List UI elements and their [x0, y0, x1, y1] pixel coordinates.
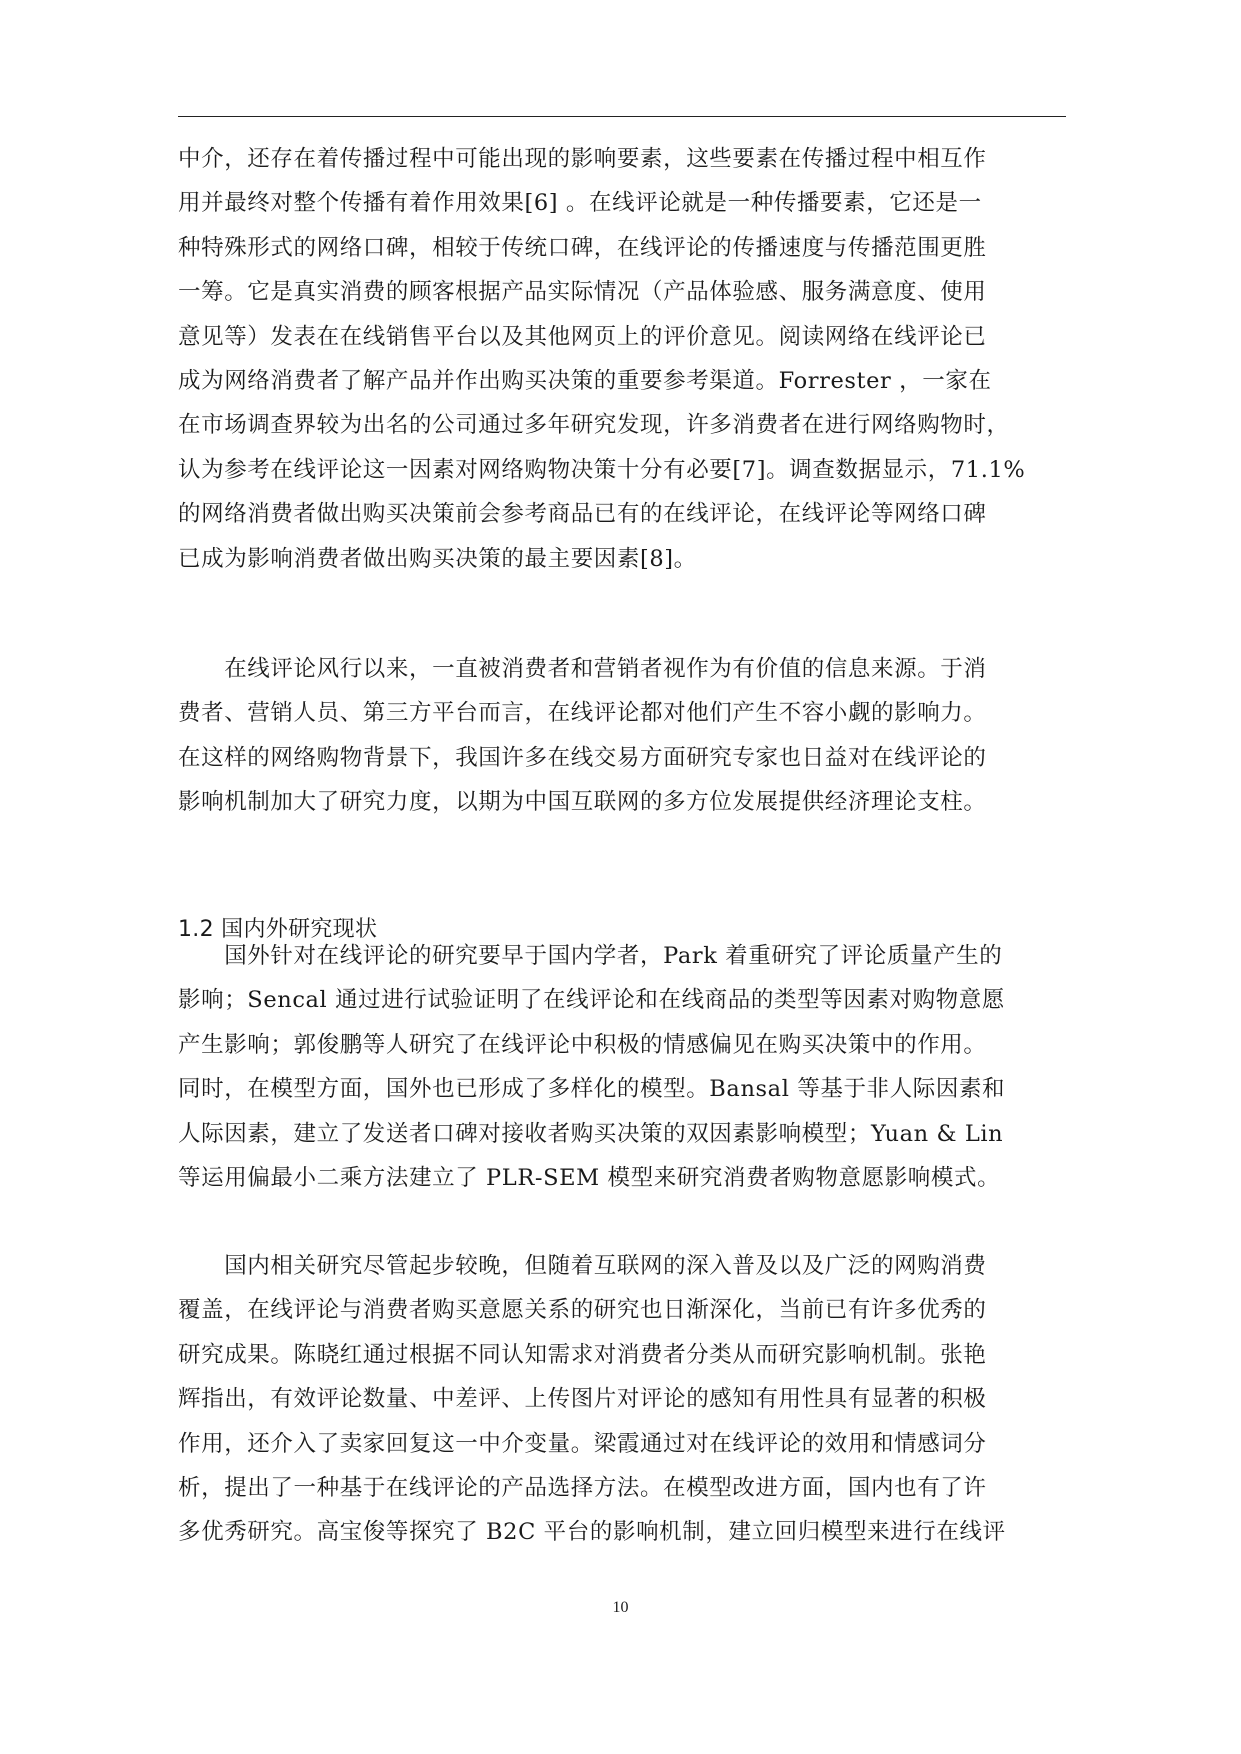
- text-line: 析，提出了一种基于在线评论的产品选择方法。在模型改进方面，国内也有了许: [178, 1475, 987, 1502]
- text-line: 国外针对在线评论的研究要早于国内学者，Park 着重研究了评论质量产生的: [178, 943, 1003, 969]
- text-line: 等运用偏最小二乘方法建立了 PLR-SEM 模型来研究消费者购物意愿影响模式。: [178, 1165, 1001, 1192]
- text-line: 多优秀研究。高宝俊等探究了 B2C 平台的影响机制，建立回归模型来进行在线评: [178, 1519, 1006, 1546]
- text-line: 的网络消费者做出购买决策前会参考商品已有的在线评论，在线评论等网络口碑: [178, 501, 987, 528]
- text-line: 中介，还存在着传播过程中可能出现的影响要素，这些要素在传播过程中相互作: [178, 146, 987, 172]
- text-line: 在这样的网络购物背景下，我国许多在线交易方面研究专家也日益对在线评论的: [178, 744, 987, 771]
- text-line: 在线评论风行以来，一直被消费者和营销者视作为有价值的信息来源。于消: [178, 656, 987, 682]
- header-rule: [178, 116, 1066, 117]
- text-line: 影响；Sencal 通过进行试验证明了在线评论和在线商品的类型等因素对购物意愿: [178, 987, 1005, 1014]
- text-line: 用并最终对整个传播有着作用效果[6] 。在线评论就是一种传播要素，它还是一: [178, 190, 982, 217]
- text-line: 覆盖，在线评论与消费者购买意愿关系的研究也日渐深化，当前已有许多优秀的: [178, 1297, 987, 1324]
- text-line: 在市场调查界较为出名的公司通过多年研究发现，许多消费者在进行网络购物时，: [178, 412, 1010, 439]
- text-line: 成为网络消费者了解产品并作出购买决策的重要参考渠道。Forrester ，一家在: [178, 368, 992, 395]
- text-line: 产生影响；郭俊鹏等人研究了在线评论中积极的情感偏见在购买决策中的作用。: [178, 1031, 987, 1058]
- text-line: 国内相关研究尽管起步较晚，但随着互联网的深入普及以及广泛的网购消费: [178, 1253, 987, 1279]
- text-line: 作用，还介入了卖家回复这一中介变量。梁霞通过对在线评论的效用和情感词分: [178, 1430, 987, 1457]
- text-line: 辉指出，有效评论数量、中差评、上传图片对评论的感知有用性具有显著的积极: [178, 1386, 987, 1413]
- text-line: 影响机制加大了研究力度，以期为中国互联网的多方位发展提供经济理论支柱。: [178, 789, 987, 816]
- text-line: 认为参考在线评论这一因素对网络购物决策十分有必要[7]。调查数据显示，71.1%: [178, 456, 1026, 483]
- text-line: 人际因素，建立了发送者口碑对接收者购买决策的双因素影响模型；Yuan & Lin: [178, 1120, 1004, 1147]
- text-line: 同时，在模型方面，国外也已形成了多样化的模型。Bansal 等基于非人际因素和: [178, 1076, 1006, 1103]
- body-paragraph-3: [178, 934, 1066, 1200]
- text-line: 费者、营销人员、第三方平台而言，在线评论都对他们产生不容小觑的影响力。: [178, 700, 987, 727]
- body-paragraph-2: [178, 647, 1066, 825]
- text-line: 已成为影响消费者做出购买决策的最主要因素[8]。: [178, 545, 697, 572]
- body-paragraph-1: [178, 137, 1066, 581]
- text-line: 意见等）发表在在线销售平台以及其他网页上的评价意见。阅读网络在线评论已: [178, 323, 987, 350]
- section-heading: 1.2 国内外研究现状: [178, 917, 378, 942]
- text-line: 研究成果。陈晓红通过根据不同认知需求对消费者分类从而研究影响机制。张艳: [178, 1341, 987, 1368]
- page-number: 10: [612, 1599, 629, 1616]
- body-paragraph-4: [178, 1244, 1066, 1555]
- text-line: 一筹。它是真实消费的顾客根据产品实际情况（产品体验感、服务满意度、使用: [178, 279, 987, 306]
- text-line: 种特殊形式的网络口碑，相较于传统口碑，在线评论的传播速度与传播范围更胜: [178, 234, 987, 261]
